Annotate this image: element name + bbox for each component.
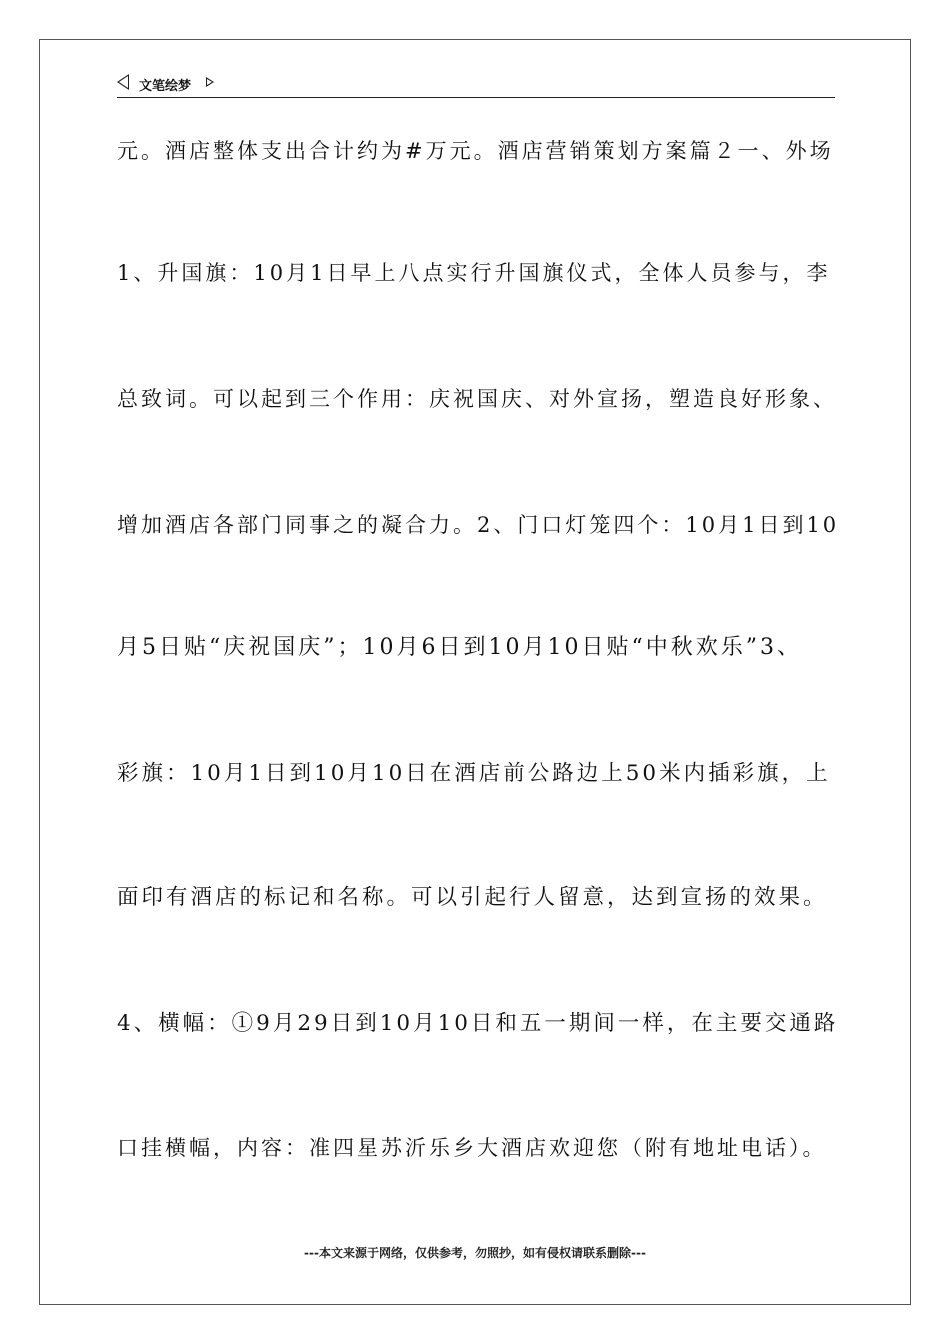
- text-line-8: 4、横幅：①9月29日到10月10日和五一期间一样，在主要交通路: [117, 1011, 839, 1036]
- triangle-right-icon: [206, 77, 214, 87]
- text-line-2: 1、升国旗：10月1日早上八点实行升国旗仪式，全体人员参与，李: [117, 261, 831, 285]
- text-line-5: 月5日贴“庆祝国庆”；10月6日到10月10日贴“中秋欢乐”3、: [117, 635, 802, 660]
- text-line-9: 口挂横幅，内容：准四星苏沂乐乡大酒店欢迎您（附有地址电话）。: [117, 1136, 827, 1160]
- footer-disclaimer: ---本文来源于网络，仅供参考，勿照抄，如有侵权请联系删除---: [304, 1246, 646, 1260]
- text-line-6: 彩旗：10月1日到10月10日在酒店前公路边上50米内插彩旗，上: [117, 761, 831, 786]
- header-title: 文笔绘梦: [139, 79, 192, 94]
- text-line-4: 增加酒店各部门同事之的凝合力。2、门口灯笼四个：10月1日到10: [117, 513, 840, 537]
- triangle-left-icon: [117, 74, 129, 90]
- text-line-3: 总致词。可以起到三个作用：庆祝国庆、对外宣扬，塑造良好形象、: [117, 387, 837, 411]
- page-header: [117, 72, 835, 98]
- text-line-7: 面印有酒店的标记和名称。可以引起行人留意，达到宣扬的效果。: [117, 885, 828, 910]
- text-line-1: 元。酒店整体支出合计约为#万元。酒店营销策划方案篇２一、外场: [117, 139, 834, 163]
- page-border: [39, 39, 911, 1305]
